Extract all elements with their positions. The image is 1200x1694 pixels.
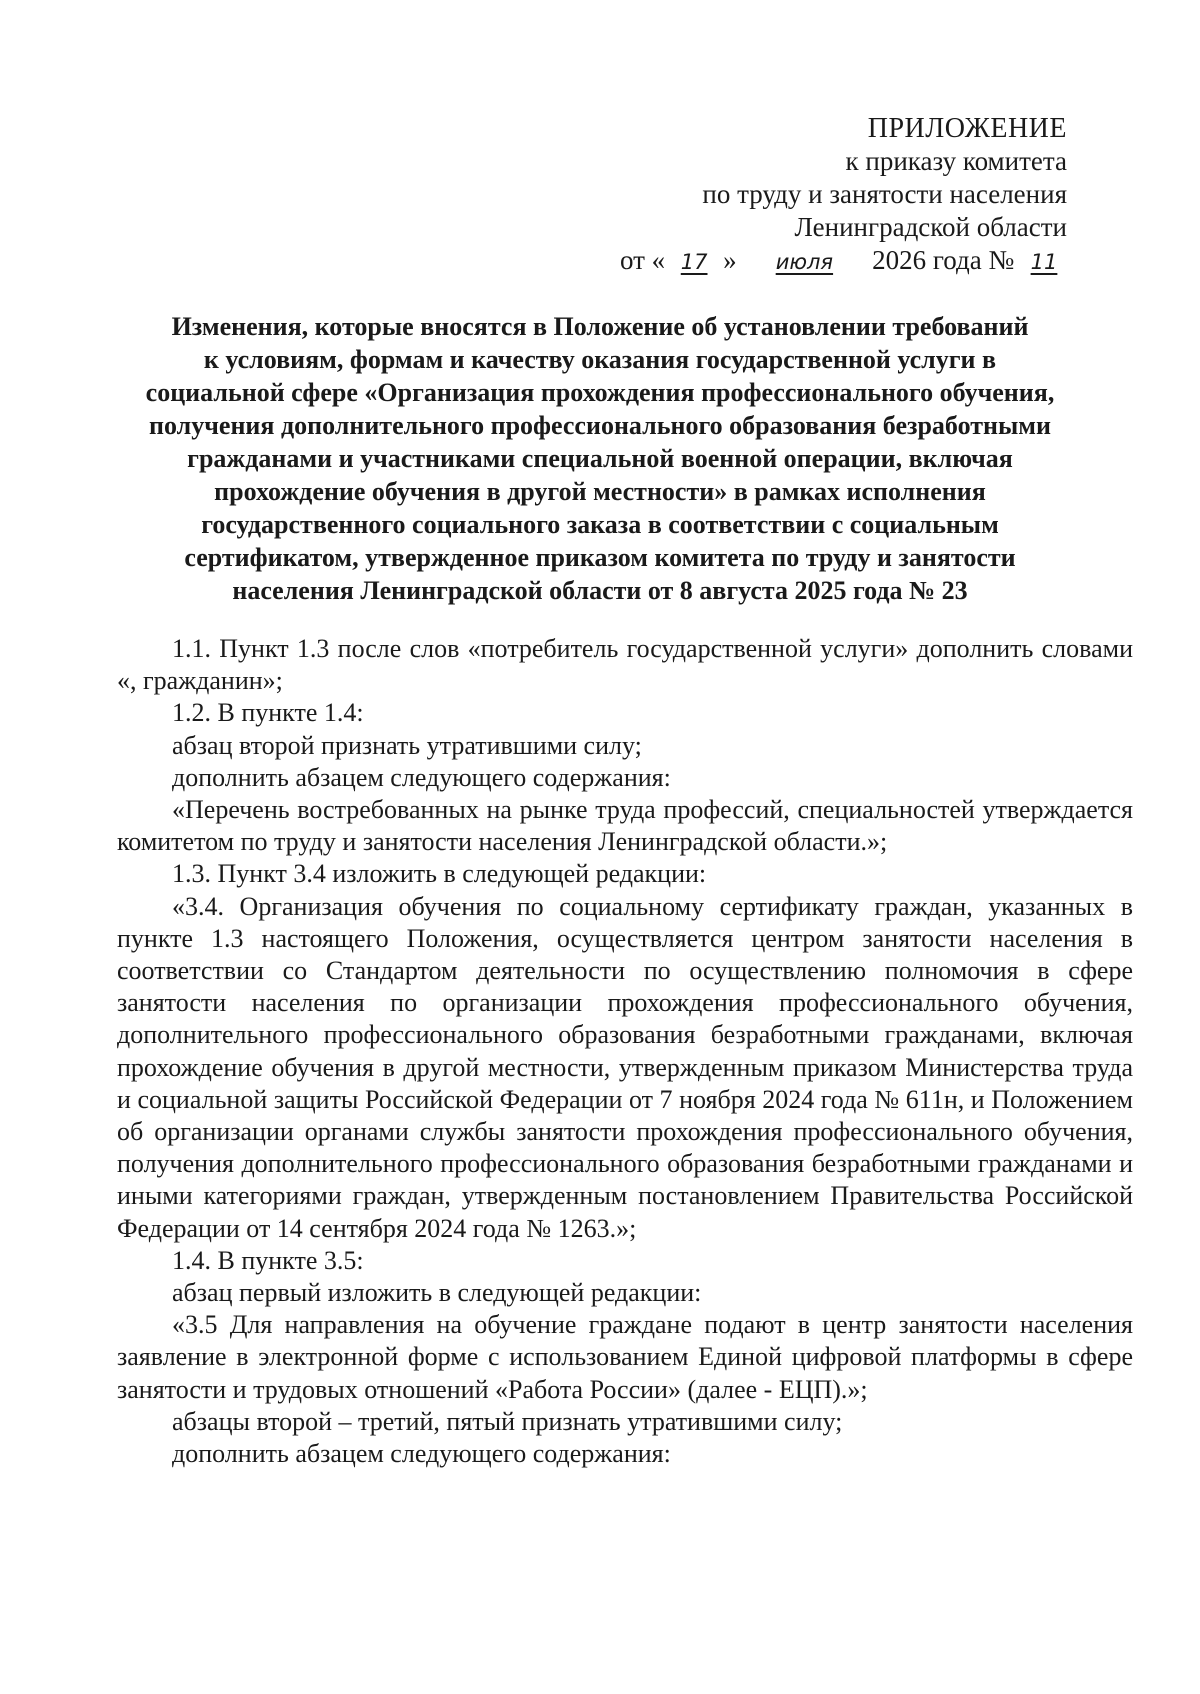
title-line: гражданами и участниками специальной военной операции, включая [187, 444, 1013, 473]
date-year: 2026 года № [872, 245, 1015, 275]
paragraph-1-4: 1.4. В пункте 3.5: [172, 1245, 364, 1275]
paragraph-1-2: 1.2. В пункте 1.4: [172, 698, 364, 728]
paragraph: абзацы второй – третий, пятый признать утратившими силу; [172, 1406, 843, 1436]
date-prefix: от « [619, 245, 666, 275]
title-line: населения Ленинградской области от 8 августа 2025 года № 23 [232, 576, 968, 605]
paragraph-1-3: 1.3. Пункт 3.4 изложить в следующей редакции: [172, 859, 707, 889]
title-line: Изменения, которые вносятся в Положение об установлении требований [171, 312, 1029, 341]
paragraph-quote-list: «Перечень востребованных на рынке труда профессий, специальностей утверждается комитетом по труду и занятости населения Ленинградской области.»; [117, 795, 1133, 857]
paragraph: дополнить абзацем следующего содержания: [172, 762, 671, 792]
title-line: получения дополнительного профессионального образования безработными [149, 411, 1051, 440]
handwritten-order-number: 11 [1030, 250, 1058, 274]
appendix-title: ПРИЛОЖЕНИЕ [867, 113, 1067, 144]
appendix-line-2: по труду и занятости населения [702, 179, 1067, 209]
paragraph: абзац первый изложить в следующей редакции: [172, 1278, 702, 1308]
title-line: к условиям, формам и качеству оказания государственной услуги в [203, 345, 997, 374]
appendix-header [620, 112, 1067, 279]
order-date-line [620, 244, 1067, 279]
handwritten-day: 17 [680, 250, 708, 274]
title-line: прохождение обучения в другой местности» в рамках исполнения [214, 477, 986, 506]
title-line: сертификатом, утвержденное приказом комитета по труду и занятости [184, 543, 1016, 572]
title-line: социальной сфере «Организация прохождения профессионального обучения, [145, 378, 1055, 407]
title-line: государственного социального заказа в соответствии с социальным [201, 510, 999, 539]
paragraph-1-1: 1.1. Пункт 1.3 после слов «потребитель государственной услуги» дополнить словами «, гражданин»; [117, 634, 1133, 696]
appendix-line-1: к приказу комитета [845, 146, 1067, 176]
paragraph-3-4-text: «3.4. Организация обучения по социальному сертификату граждан, указанных в пункте 1.3 настоящего Положения, осуществляется центром занятости населения в соответствии со Стандартом деятельности по осуществлению полномочия в сфере занятости населения по организации прохождения профессионального обучения, дополнительного профессионального образования безработными гражданами, включая прохождение обучения в другой местности, утвержденным приказом Министерства труда и социальной защиты Российской Федерации от 7 ноября 2024 года № 611н, и Положением об организации органами службы занятости прохождения профессионального обучения, получения дополнительного профессионального образования безработными гражданами и иными категориями граждан, утвержденным постановлением Правительства Российской Федерации от 14 сентября 2024 года № 1263.»; [117, 891, 1133, 1243]
document-title [112, 310, 1088, 607]
document-body [117, 633, 1133, 1470]
appendix-line-3: Ленинградской области [794, 212, 1067, 242]
paragraph-3-5-text: «3.5 Для направления на обучение граждане подают в центр занятости населения заявление в электронной форме с использованием Единой цифровой платформы в сфере занятости и трудовых отношений «Работа России» (далее - ЕЦП).»; [117, 1310, 1133, 1404]
paragraph: абзац второй признать утратившими силу; [172, 730, 642, 760]
handwritten-month: июля [775, 250, 834, 274]
paragraph: дополнить абзацем следующего содержания: [172, 1439, 671, 1469]
date-mid: » [723, 245, 737, 275]
